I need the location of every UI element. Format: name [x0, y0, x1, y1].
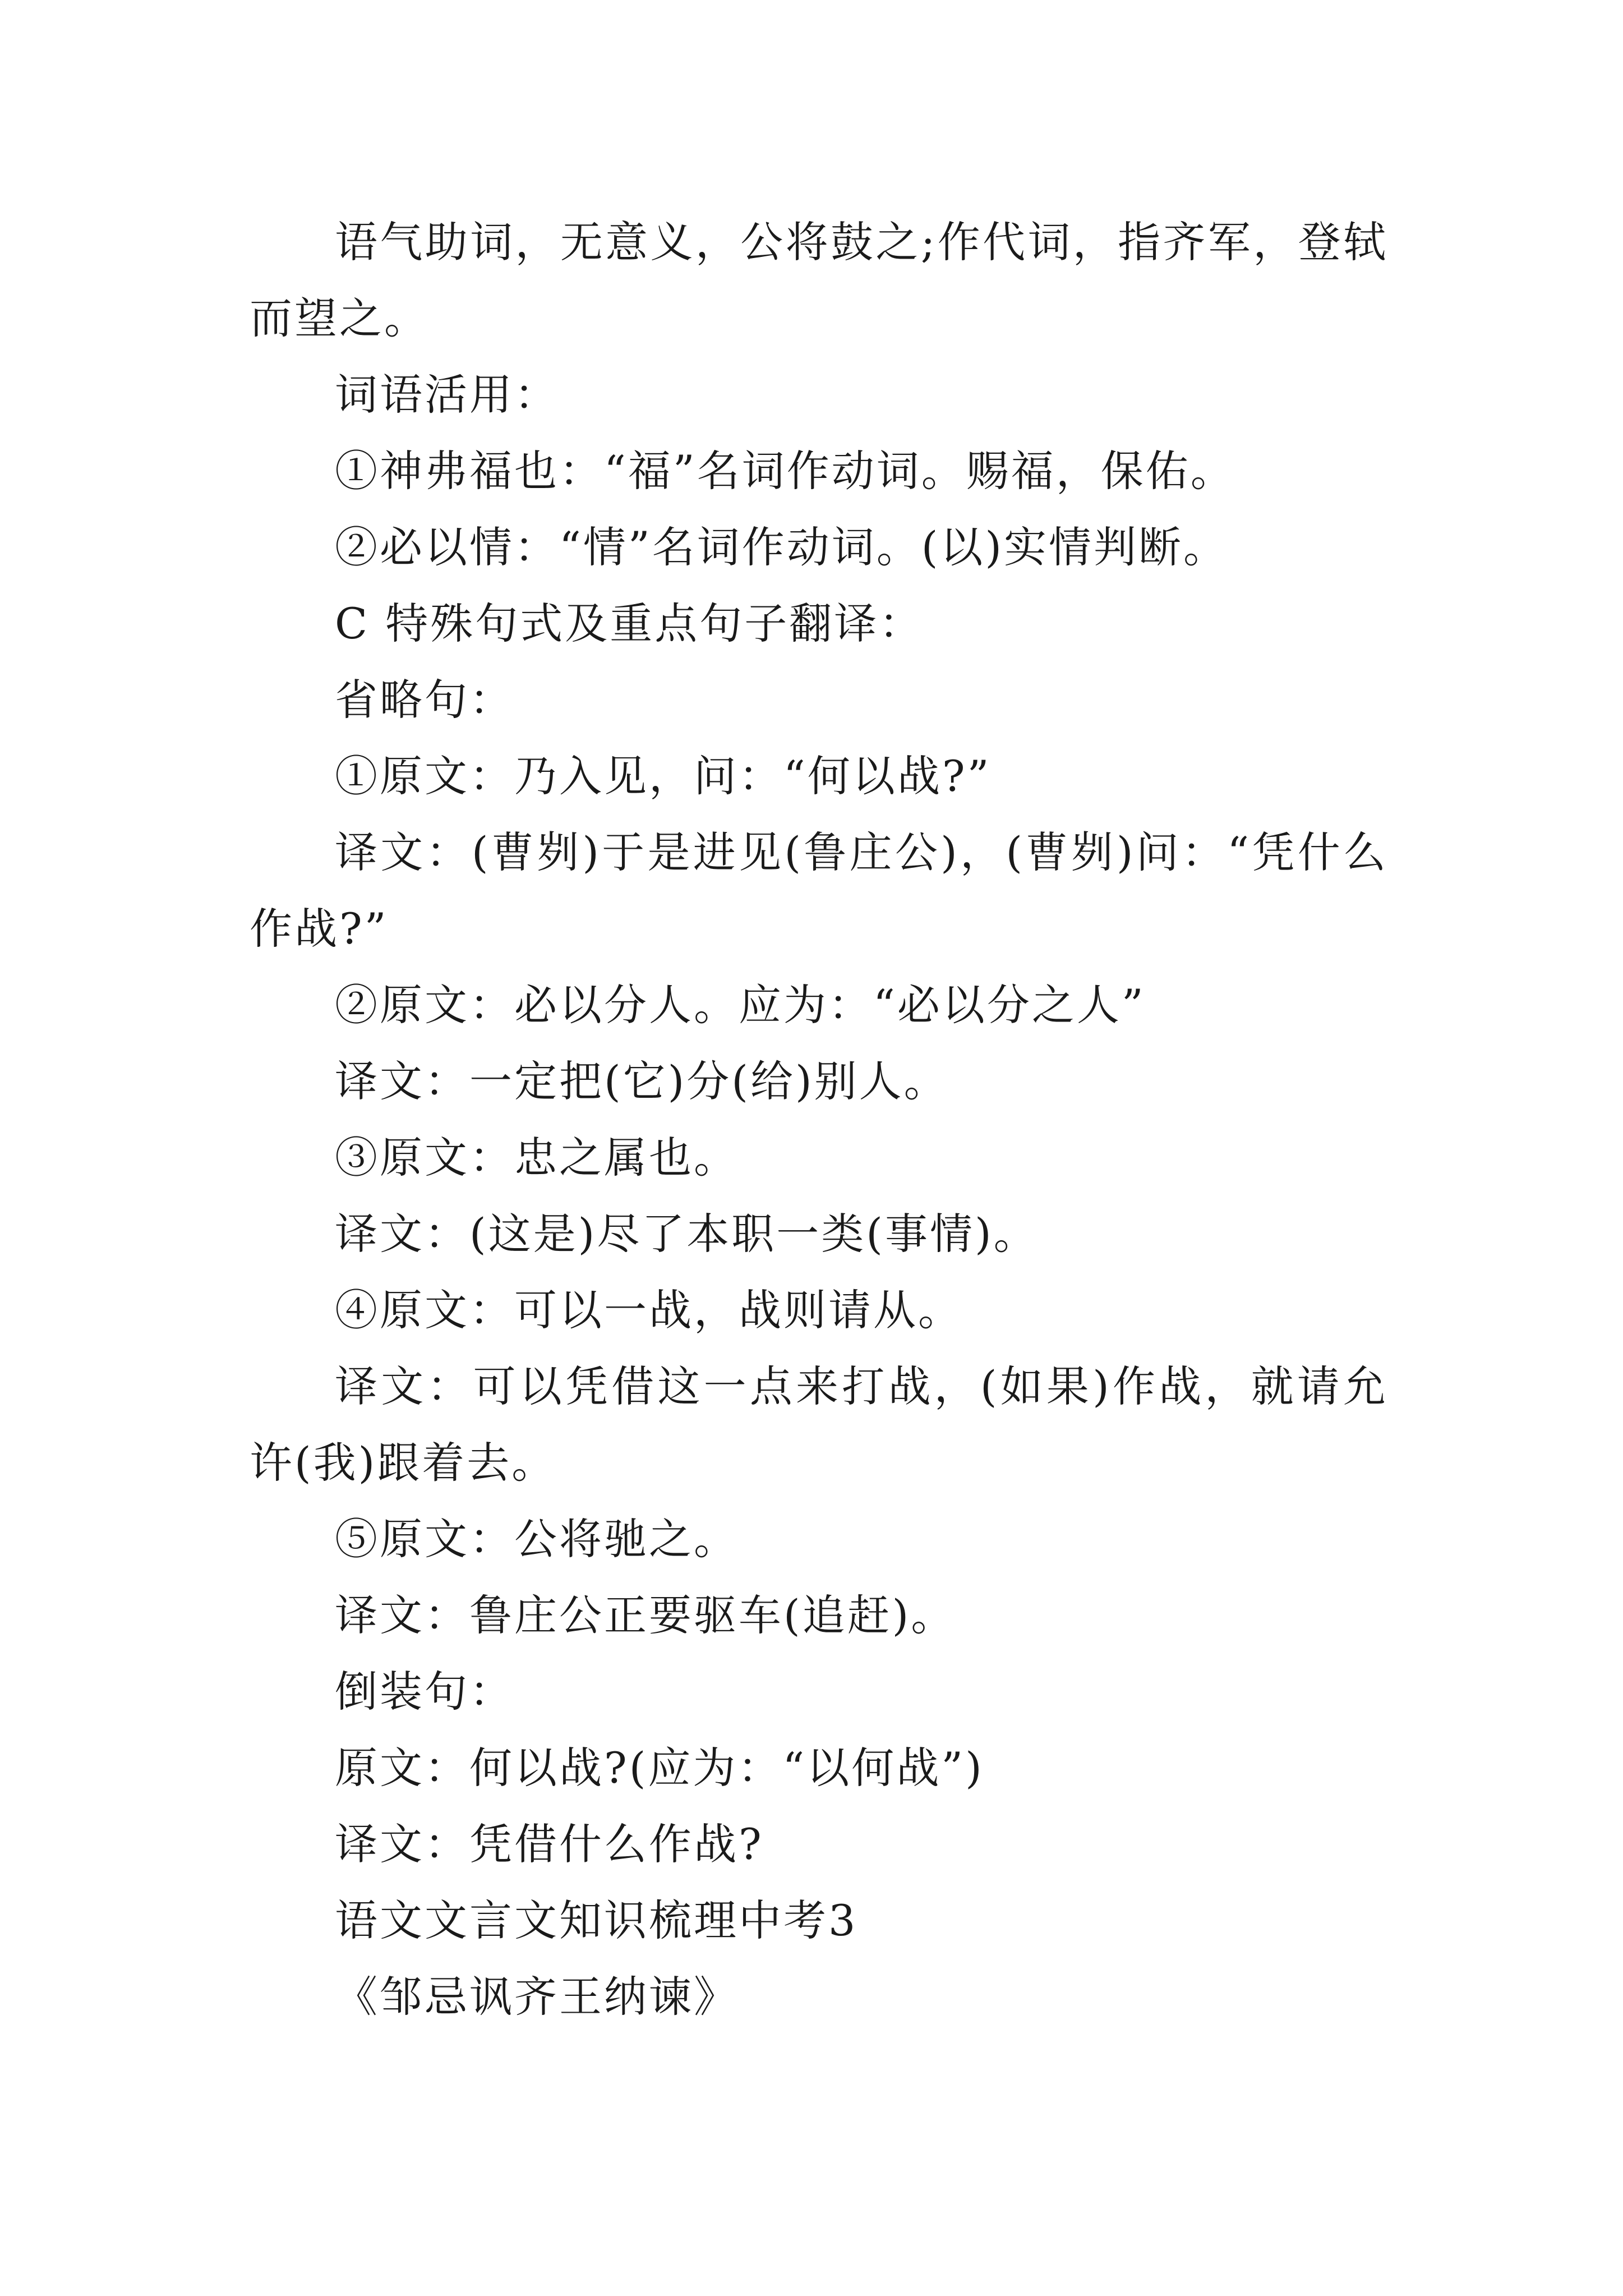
- paragraph-article-title: 《邹忌讽齐王纳谏》: [335, 1972, 739, 2022]
- paragraph-original-5: ⑤原文：公将驰之。: [335, 1514, 739, 1564]
- document-body: [250, 204, 1388, 2035]
- paragraph-particle-usage: 语气助词，无意义，公将鼓之;作代词，指齐军，登轼而望之。: [250, 217, 1388, 343]
- paragraph-word-usage-1: ①神弗福也：“福”名词作动词。赐福，保佑。: [335, 446, 1235, 496]
- paragraph-ellipsis-heading: 省略句：: [335, 675, 514, 725]
- paragraph-translation-4: 译文：可以凭借这一点来打战，(如果)作战，就请允许(我)跟着去。: [250, 1361, 1388, 1488]
- paragraph-original-3: ③原文：忠之属也。: [335, 1133, 739, 1182]
- paragraph-translation-5: 译文：鲁庄公正要驱车(追赶)。: [335, 1590, 956, 1640]
- paragraph-word-usage-2: ②必以情：“情”名词作动词。(以)实情判断。: [335, 522, 1229, 572]
- paragraph-word-usage-heading: 词语活用：: [335, 370, 559, 420]
- paragraph-inversion-heading: 倒装句：: [335, 1667, 514, 1717]
- paragraph-section-c-heading: C 特殊句式及重点句子翻译：: [335, 599, 924, 648]
- paragraph-original-2: ②原文：必以分人。应为：“必以分之人”: [335, 980, 1146, 1030]
- paragraph-original-4: ④原文：可以一战，战则请从。: [335, 1285, 963, 1335]
- paragraph-translation-3: 译文：(这是)尽了本职一类(事情)。: [335, 1209, 1039, 1259]
- paragraph-section-title: 语文文言文知识梳理中考3: [335, 1895, 858, 1945]
- paragraph-original-1: ①原文：乃入见，问：“何以战?”: [335, 751, 992, 801]
- paragraph-translation-1: 译文：(曹刿)于是进见(鲁庄公)，(曹刿)问：“凭什么作战?”: [250, 827, 1388, 954]
- paragraph-translation-2: 译文：一定把(它)分(给)别人。: [335, 1056, 949, 1106]
- paragraph-inversion-translation: 译文：凭借什么作战?: [335, 1819, 764, 1869]
- paragraph-inversion-original: 原文：何以战?(应为：“以何战”): [335, 1743, 984, 1793]
